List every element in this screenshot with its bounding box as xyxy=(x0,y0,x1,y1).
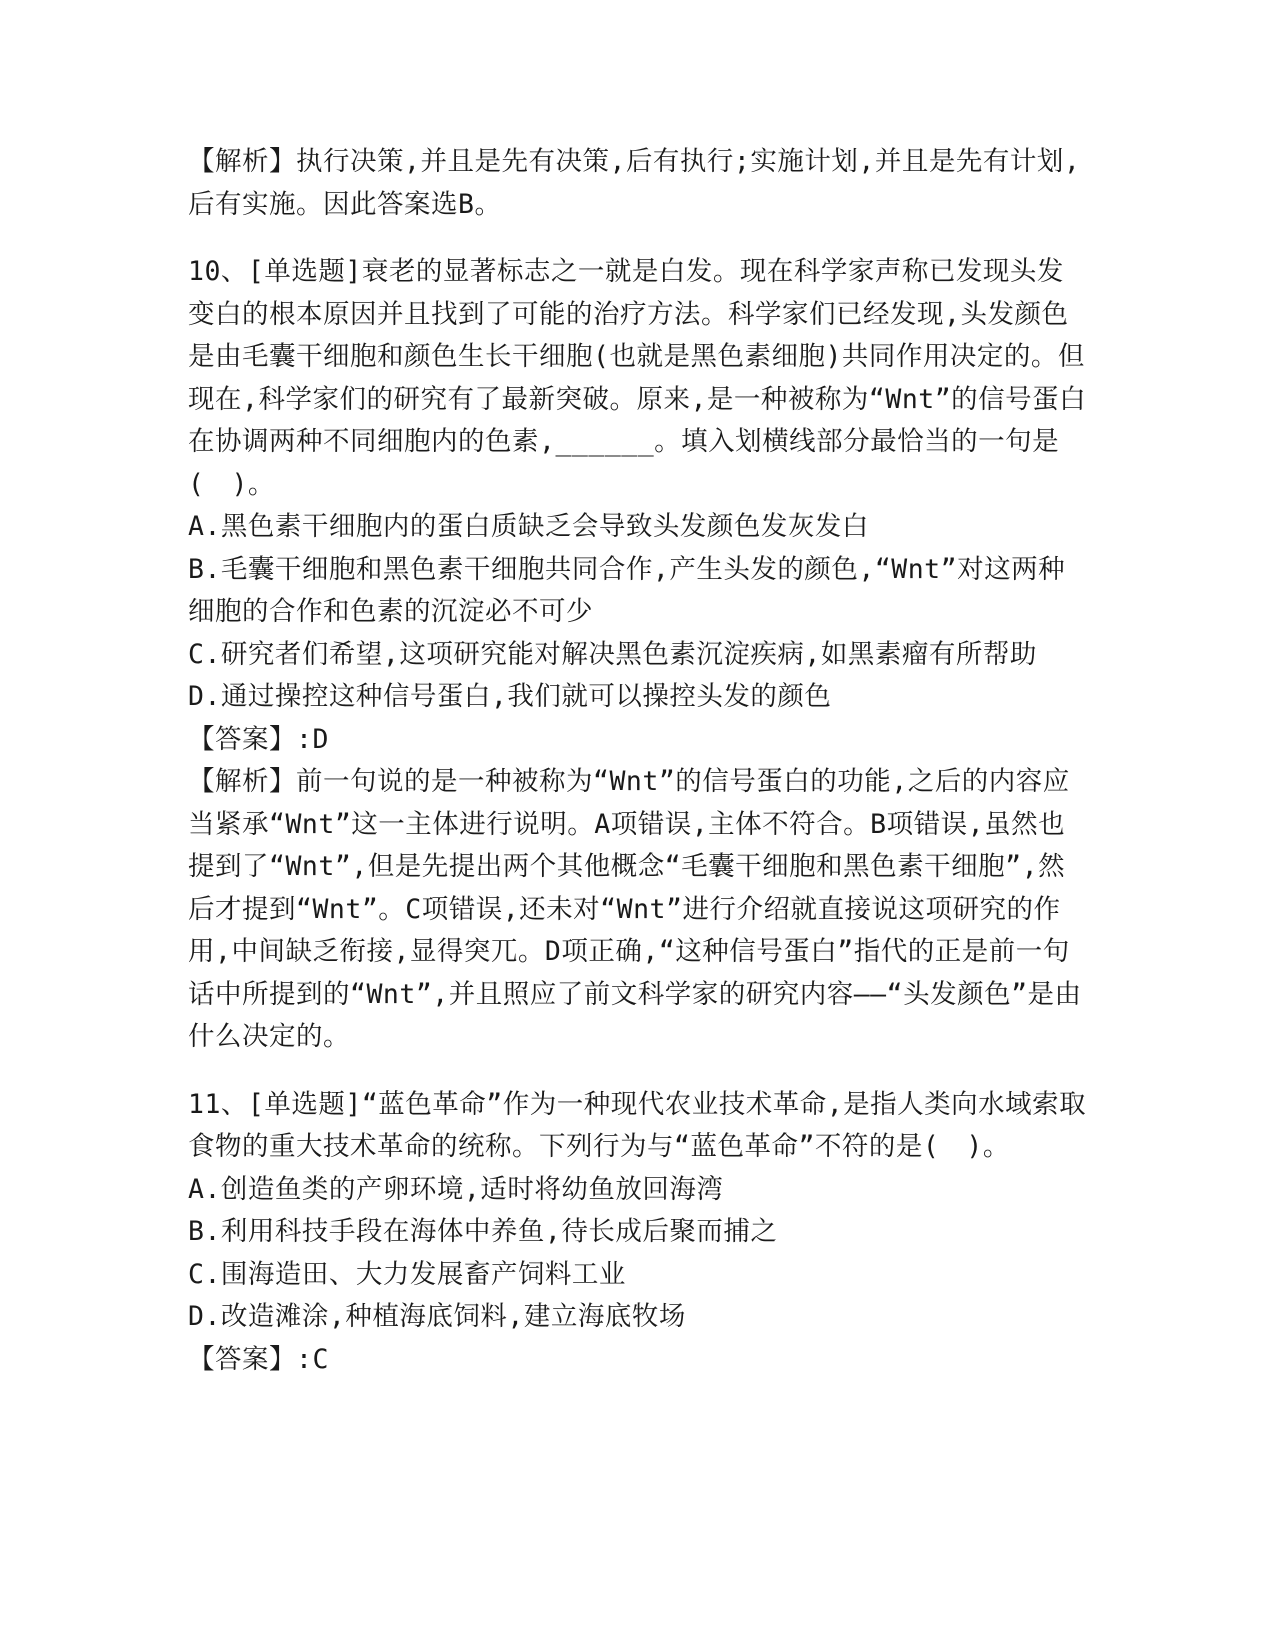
question-10-answer: 【答案】:D xyxy=(188,723,329,755)
question-11 xyxy=(188,1084,1088,1382)
document-page xyxy=(188,141,1088,1381)
question-11-answer: 【答案】:C xyxy=(188,1343,329,1375)
question-10-option-a: A.黑色素干细胞内的蛋白质缺乏会导致头发颜色发灰发白 xyxy=(188,511,869,542)
question-11-option-c: C.围海造田、大力发展畜产饲料工业 xyxy=(188,1258,626,1290)
spacer xyxy=(188,1059,1088,1084)
question-11-option-d: D.改造滩涂,种植海底饲料,建立海底牧场 xyxy=(188,1301,686,1332)
question-10 xyxy=(188,251,1088,1059)
question-10-stem: 10、[单选题]衰老的显著标志之一就是白发。现在科学家声称已发现头发变白的根本原因并且找到了可能的治疗方法。科学家们已经发现,头发颜色是由毛囊干细胞和颜色生长干细胞(也就是黑色素细胞)共同作用决定的。但现在,科学家们的研究有了最新突破。原来,是一种被称为“Wnt”的信号蛋白在协调两种不同细胞内的色素,______。填入划横线部分最恰当的一句是( )。 xyxy=(188,256,1087,500)
question-10-option-c: C.研究者们希望,这项研究能对解决黑色素沉淀疾病,如黑素瘤有所帮助 xyxy=(188,638,1037,670)
question-11-stem: 11、[单选题]“蓝色革命”作为一种现代农业技术革命,是指人类向水域索取食物的重大技术革命的统称。下列行为与“蓝色革命”不符的是( )。 xyxy=(188,1088,1087,1162)
prev-question-analysis: 【解析】执行决策,并且是先有决策,后有执行;实施计划,并且是先有计划,后有实施。因此答案选B。 xyxy=(188,146,1081,220)
question-10-option-d: D.通过操控这种信号蛋白,我们就可以操控头发的颜色 xyxy=(188,681,832,712)
spacer xyxy=(188,226,1088,251)
question-11-option-b: B.利用科技手段在海体中养鱼,待长成后聚而捕之 xyxy=(188,1216,778,1247)
question-11-option-a: A.创造鱼类的产卵环境,适时将幼鱼放回海湾 xyxy=(188,1173,724,1205)
question-10-analysis: 【解析】前一句说的是一种被称为“Wnt”的信号蛋白的功能,之后的内容应当紧承“Wnt”这一主体进行说明。A项错误,主体不符合。B项错误,虽然也提到了“Wnt”,但是先提出两个其他概念“毛囊干细胞和黑色素干细胞”,然后才提到“Wnt”。C项错误,还未对“Wnt”进行介绍就直接说这项研究的作用,中间缺乏衔接,显得突兀。D项正确,“这种信号蛋白”指代的正是前一句话中所提到的“Wnt”,并且照应了前文科学家的研究内容——“头发颜色”是由什么决定的。 xyxy=(188,766,1082,1052)
question-10-option-b: B.毛囊干细胞和黑色素干细胞共同合作,产生头发的颜色,“Wnt”对这两种细胞的合作和色素的沉淀必不可少 xyxy=(188,553,1066,627)
